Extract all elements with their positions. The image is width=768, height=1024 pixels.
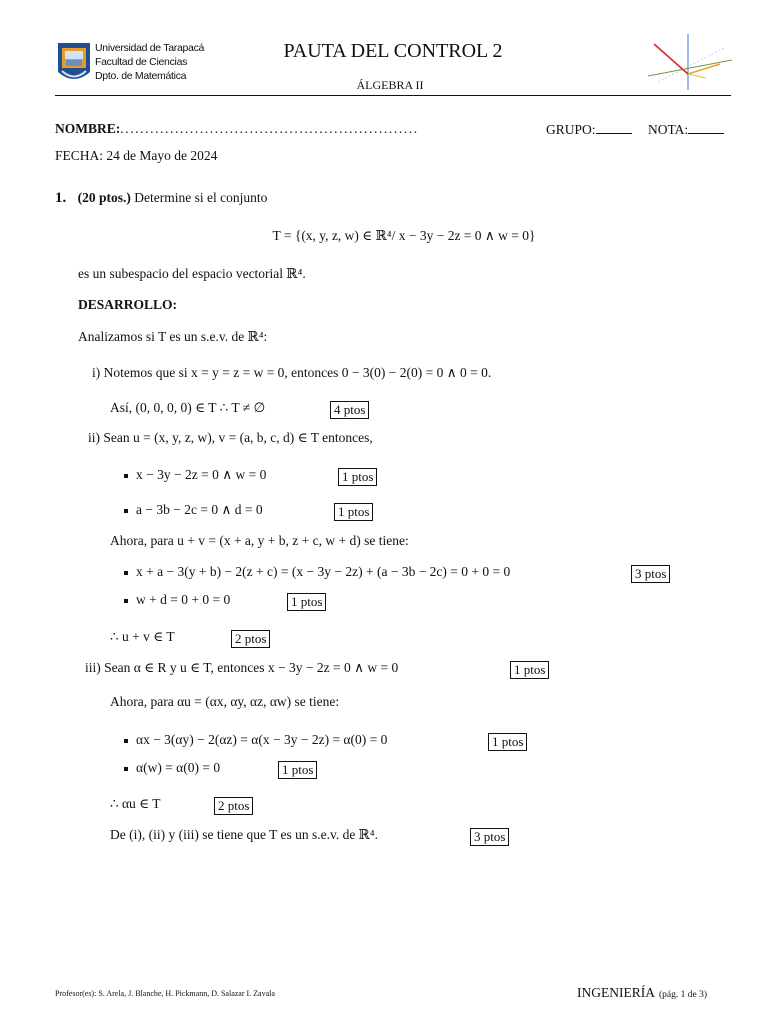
name-row bbox=[55, 121, 419, 137]
course-name: ÁLGEBRA II bbox=[356, 78, 424, 92]
grupo-label: GRUPO: bbox=[546, 122, 596, 137]
step-ii-bullet-3 bbox=[124, 564, 510, 580]
points-box bbox=[510, 659, 549, 679]
nombre-label: NOMBRE: bbox=[55, 121, 121, 136]
group-field bbox=[546, 121, 632, 138]
bullet-text: a − 3b − 2c = 0 ∧ d = 0 bbox=[136, 502, 263, 517]
nota-label: NOTA: bbox=[648, 122, 689, 137]
points-label: 3 ptos bbox=[470, 828, 509, 846]
step-i: i) Notemos que si x = y = z = w = 0, entonces 0 − 3(0) − 2(0) = 0 ∧ 0 = 0. bbox=[92, 365, 492, 380]
points-box bbox=[334, 501, 373, 521]
page-title: PAUTA DEL CONTROL 2 bbox=[283, 40, 503, 62]
step-iii-ahora: Ahora, para αu = (αx, αy, αz, αw) se tiene: bbox=[110, 694, 340, 709]
footer-professors: Profesor(es): S. Arela, J. Blanche, H. Pickmann, D. Salazar I. Zavala bbox=[55, 989, 275, 998]
faculty-line: Facultad de Ciencias bbox=[95, 56, 188, 68]
bullet-text: x − 3y − 2z = 0 ∧ w = 0 bbox=[136, 467, 267, 482]
grupo-blank[interactable] bbox=[596, 121, 632, 134]
points-label: 1 ptos bbox=[338, 468, 377, 486]
bullet-text: αx − 3(αy) − 2(αz) = α(x − 3y − 2z) = α(0) = 0 bbox=[136, 732, 388, 747]
points-label: 1 ptos bbox=[488, 733, 527, 751]
set-definition: T = {(x, y, z, w) ∈ ℝ⁴/ x − 3y − 2z = 0 ∧ w = 0} bbox=[272, 228, 536, 243]
step-iii: iii) Sean α ∈ R y u ∈ T, entonces x − 3y − 2z = 0 ∧ w = 0 bbox=[85, 660, 399, 675]
points-label: 3 ptos bbox=[631, 565, 670, 583]
bullet-text: w + d = 0 + 0 = 0 bbox=[136, 592, 231, 607]
step-ii-bullet-2 bbox=[124, 502, 263, 518]
points-box bbox=[214, 795, 253, 815]
statement-end: es un subespacio del espacio vectorial ℝ⁴. bbox=[78, 266, 306, 281]
desarrollo-heading: DESARROLLO: bbox=[78, 297, 178, 312]
nombre-dots: ............................................................ bbox=[120, 121, 419, 136]
nota-blank[interactable] bbox=[688, 121, 724, 134]
step-ii-bullet-4 bbox=[124, 592, 230, 608]
step-i-asi: Así, (0, 0, 0, 0) ∈ T ∴ T ≠ ∅ bbox=[110, 400, 266, 415]
points-box bbox=[231, 628, 270, 648]
final-conclusion: De (i), (ii) y (iii) se tiene que T es un s.e.v. de ℝ⁴. bbox=[110, 827, 378, 842]
points-label: 4 ptos bbox=[330, 401, 369, 419]
step-ii-conclusion: ∴ u + v ∈ T bbox=[110, 629, 175, 644]
points-box bbox=[488, 731, 527, 751]
footer-career: INGENIERÍA bbox=[577, 985, 655, 1000]
intro-line: Analizamos si T es un s.e.v. de ℝ⁴: bbox=[78, 329, 268, 344]
problem-statement: Determine si el conjunto bbox=[134, 190, 268, 205]
bullet-icon bbox=[124, 571, 128, 575]
axes-3d-icon bbox=[648, 34, 732, 90]
step-iii-conclusion: ∴ αu ∈ T bbox=[110, 796, 161, 811]
bullet-text: α(w) = α(0) = 0 bbox=[136, 760, 221, 775]
step-iii-bullet-2 bbox=[124, 760, 220, 776]
points-label: 2 ptos bbox=[231, 630, 270, 648]
bullet-icon bbox=[124, 739, 128, 743]
points-box bbox=[631, 563, 670, 583]
bullet-icon bbox=[124, 599, 128, 603]
points-label: 2 ptos bbox=[214, 797, 253, 815]
points-box bbox=[287, 591, 326, 611]
points-label: 1 ptos bbox=[510, 661, 549, 679]
points-label: 1 ptos bbox=[287, 593, 326, 611]
footer-right bbox=[577, 984, 707, 1002]
points-box bbox=[330, 399, 369, 419]
university-line: Universidad de Tarapacá bbox=[95, 42, 205, 54]
date-line: FECHA: 24 de Mayo de 2024 bbox=[55, 148, 218, 163]
problem-points: (20 ptos.) bbox=[77, 190, 131, 205]
step-ii-ahora: Ahora, para u + v = (x + a, y + b, z + c, w + d) se tiene: bbox=[110, 533, 409, 548]
header-rule bbox=[55, 95, 731, 96]
step-ii-bullet-1 bbox=[124, 467, 266, 483]
department-line: Dpto. de Matemática bbox=[95, 70, 187, 82]
bullet-icon bbox=[124, 474, 128, 478]
points-box bbox=[338, 466, 377, 486]
bullet-text: x + a − 3(y + b) − 2(z + c) = (x − 3y − 2z) + (a − 3b − 2c) = 0 + 0 = 0 bbox=[136, 564, 511, 579]
bullet-icon bbox=[124, 767, 128, 771]
points-label: 1 ptos bbox=[278, 761, 317, 779]
points-box bbox=[470, 826, 509, 846]
points-label: 1 ptos bbox=[334, 503, 373, 521]
problem-header bbox=[55, 190, 267, 207]
bullet-icon bbox=[124, 509, 128, 513]
grade-field bbox=[648, 121, 724, 138]
points-box bbox=[278, 759, 317, 779]
step-ii: ii) Sean u = (x, y, z, w), v = (a, b, c, d) ∈ T entonces, bbox=[88, 430, 373, 445]
footer-page: (pág. 1 de 3) bbox=[658, 990, 707, 1000]
step-iii-bullet-1 bbox=[124, 732, 387, 748]
problem-number: 1. bbox=[55, 190, 67, 206]
